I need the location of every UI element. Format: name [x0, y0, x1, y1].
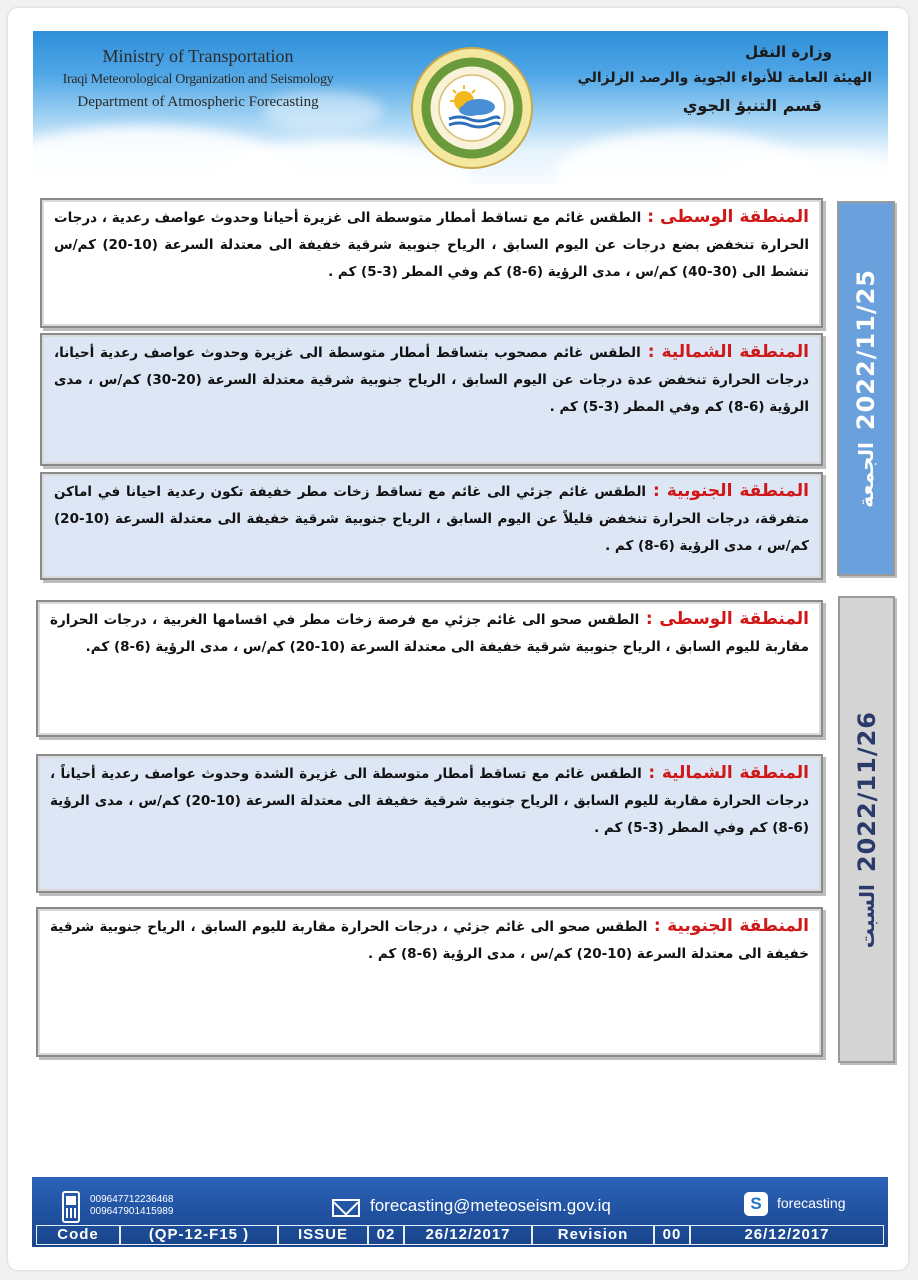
phone-icon: [62, 1191, 80, 1223]
envelope-icon: [332, 1199, 360, 1217]
forecast-friday-south: المنطقة الجنوبية : الطقس غائم جزئي الى غائم مع تساقط زخات مطر خفيفة تكون رعدية احيانا في اماكن متفرقة، درجات الحرارة تنخفض قليلاً عن اليوم السابق ، الرياح جنوبية شرقية خفيفة الى معتدلة السرعة (10-20) كم/س ، مدى الرؤية (6-8) كم .: [40, 472, 823, 580]
revision-label: Revision: [532, 1225, 654, 1245]
issue-date: 26/12/2017: [404, 1225, 532, 1245]
forecast-saturday-north: المنطقة الشمالية : الطقس غائم مع تساقط أمطار متوسطة الى غزيرة الشدة وحدوث عواصف رعدية أحياناً ، درجات الحرارة مقاربة لليوم السابق ، الرياح جنوبية شرقية خفيفة الى معتدلة السرعة (10-20) كم/س ، مدى الرؤية (6-8) كم وفي المطر (3-5) كم .: [36, 754, 823, 893]
ministry-name-arabic: وزارة النقل: [745, 43, 832, 61]
forecast-saturday-central: المنطقة الوسطى : الطقس صحو الى غائم جزئي مع فرصة زخات مطر في اقسامها الغربية ، درجات الحرارة مقاربة لليوم السابق ، الرياح جنوبية شرقية خفيفة الى معتدلة السرعة (10-20) كم/س ، مدى الرؤية (6-8) كم.: [36, 600, 823, 737]
forecast-text: الطقس صحو الى غائم جزئي ، درجات الحرارة مقاربة لليوم السابق ، الرياح جنوبية شرقية خفيفة الى معتدلة السرعة (10-20) كم/س ، مدى الرؤية (6-8) كم .: [50, 919, 809, 962]
issue-label: ISSUE: [278, 1225, 368, 1245]
forecast-text: الطقس غائم مع تساقط أمطار متوسطة الى غزيرة الشدة وحدوث عواصف رعدية أحياناً ، درجات الحرارة مقاربة لليوم السابق ، الرياح جنوبية شرقية خفيفة الى معتدلة السرعة (10-20) كم/س ، مدى الرؤية (6-8) كم وفي المطر (3-5) كم .: [50, 766, 809, 836]
organization-name-arabic: الهيئة العامة للأنواء الجوية والرصد الزلزالي: [577, 70, 872, 86]
header-arabic-block: [552, 39, 872, 121]
region-label: المنطقة الشمالية: [661, 763, 810, 783]
forecast-text: الطقس غائم مع تساقط أمطار متوسطة الى غزيرة أحيانا وحدوث عواصف رعدية ، درجات الحرارة تنخفض بضع درجات عن اليوم السابق ، الرياح جنوبية شرقية خفيفة الى معتدلة السرعة (10-20) كم/س تنشط الى (30-40) كم/س ، مدى الرؤية (6-8) كم وفي المطر (3-5) كم .: [54, 210, 809, 280]
forecast-friday-north: المنطقة الشمالية : الطقس غائم مصحوب بتساقط أمطار متوسطة الى غزيرة وحدوث عواصف رعدية أحيانا، درجات الحرارة تنخفض عدة درجات عن اليوم السابق ، الرياح جنوبية شرقية معتدلة السرعة (20-30) كم/س ، مدى الرؤية (6-8) كم وفي المطر (3-5) كم .: [40, 333, 823, 466]
document-control-row: [36, 1225, 884, 1245]
email-address[interactable]: forecasting@meteoseism.gov.iq: [370, 1196, 611, 1215]
phone-number: 009647712236468: [90, 1194, 174, 1205]
forecast-text: الطقس غائم مصحوب بتساقط أمطار متوسطة الى غزيرة وحدوث عواصف رعدية أحيانا، درجات الحرارة تنخفض عدة درجات عن اليوم السابق ، الرياح جنوبية شرقية معتدلة السرعة (20-30) كم/س ، مدى الرؤية (6-8) كم وفي المطر (3-5) كم .: [54, 345, 809, 415]
organization-name: Iraqi Meteorological Organization and Seismology: [62, 72, 334, 87]
region-label: المنطقة الجنوبية: [667, 916, 810, 936]
forecast-text: الطقس غائم جزئي الى غائم مع تساقط زخات مطر خفيفة تكون رعدية احيانا في اماكن متفرقة، درجات الحرارة تنخفض قليلاً عن اليوم السابق ، الرياح جنوبية شرقية خفيفة الى معتدلة السرعة (10-20) كم/س ، مدى الرؤية (6-8) كم .: [54, 484, 809, 554]
forecast-friday-central: المنطقة الوسطى : الطقس غائم مع تساقط أمطار متوسطة الى غزيرة أحيانا وحدوث عواصف رعدية ، درجات الحرارة تنخفض بضع درجات عن اليوم السابق ، الرياح جنوبية شرقية خفيفة الى معتدلة السرعة (10-20) كم/س تنشط الى (30-40) كم/س ، مدى الرؤية (6-8) كم وفي المطر (3-5) كم .: [40, 198, 823, 328]
skype-icon: S: [744, 1192, 768, 1216]
region-label: المنطقة الشمالية: [661, 342, 810, 362]
phone-numbers: [90, 1194, 173, 1218]
code-label: Code: [36, 1225, 120, 1245]
region-label: المنطقة الوسطى: [659, 609, 809, 629]
revision-date: 26/12/2017: [690, 1225, 884, 1245]
region-label: المنطقة الجنوبية: [666, 481, 809, 501]
date-bar-saturday: [838, 596, 895, 1063]
date-bar-friday: [837, 201, 895, 576]
skype-handle[interactable]: forecasting: [777, 1195, 846, 1211]
department-name-arabic: قسم التنبؤ الجوي: [682, 96, 822, 115]
revision-number: 00: [654, 1225, 690, 1245]
header-english-block: [33, 45, 363, 114]
document-header: [33, 31, 888, 184]
ministry-name: Ministry of Transportation: [102, 46, 294, 66]
forecast-text: الطقس صحو الى غائم جزئي مع فرصة زخات مطر في اقسامها الغربية ، درجات الحرارة مقاربة لليوم السابق ، الرياح جنوبية شرقية خفيفة الى معتدلة السرعة (10-20) كم/س ، مدى الرؤية (6-8) كم.: [50, 612, 809, 655]
org-seal-icon: [409, 45, 535, 171]
forecast-saturday-south: المنطقة الجنوبية : الطقس صحو الى غائم جزئي ، درجات الحرارة مقاربة لليوم السابق ، الرياح جنوبية شرقية خفيفة الى معتدلة السرعة (10-20) كم/س ، مدى الرؤية (6-8) كم .: [36, 907, 823, 1057]
code-value: (QP-12-F15 ): [120, 1225, 278, 1245]
region-label: المنطقة الوسطى: [660, 207, 809, 227]
day-date: 2022/11/25: [852, 269, 880, 431]
department-name: Department of Atmospheric Forecasting: [77, 94, 319, 110]
issue-number: 02: [368, 1225, 404, 1245]
phone-number: 009647901415989: [90, 1206, 174, 1217]
document-footer: [32, 1177, 888, 1247]
day-date: 2022/11/26: [852, 710, 881, 873]
day-name: الجمعة: [854, 442, 878, 508]
day-name: السبت: [854, 884, 879, 949]
